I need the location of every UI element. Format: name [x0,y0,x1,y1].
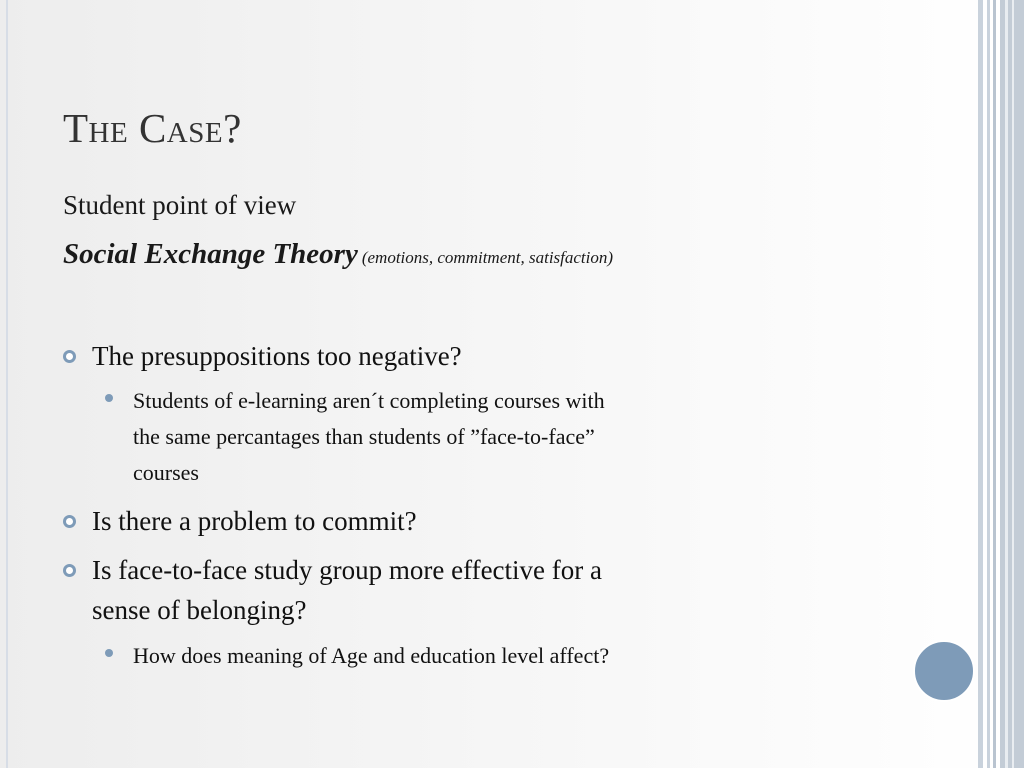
bullet-ring-icon [63,515,76,528]
theory-note: (emotions, commitment, satisfaction) [361,248,614,267]
theory-name: Social Exchange Theory [63,238,358,270]
list-item-text: The presuppositions too negative? [92,341,462,371]
bullet-dot-icon [105,394,113,402]
theory-line [63,238,613,271]
stripe [1012,0,1014,768]
slide-title: The Case? [63,105,242,151]
stripe [1005,0,1008,768]
list-item-text: Is there a problem to commit? [92,506,417,536]
stripe [993,0,996,768]
bullet-ring-icon [63,350,76,363]
sub-list-item-text: How does meaning of Age and education level affect? [133,643,610,668]
intro-line: Student point of view [63,190,297,220]
sub-list-item-text: courses [133,460,199,485]
left-border-line [6,0,8,768]
decorative-circle [913,640,975,702]
stripe [987,0,990,768]
bullet-ring-icon [63,564,76,577]
list-item-text: Is face-to-face study group more effective for a [92,555,602,585]
sub-list-item-text: the same percantages than students of ”face-to-face” [133,424,595,449]
stripe [978,0,983,768]
sub-list-item-text: Students of e-learning aren´t completing courses with [133,388,605,413]
list-item-text: sense of belonging? [92,595,307,625]
bullet-dot-icon [105,649,113,657]
right-decorative-stripes [978,0,1024,768]
